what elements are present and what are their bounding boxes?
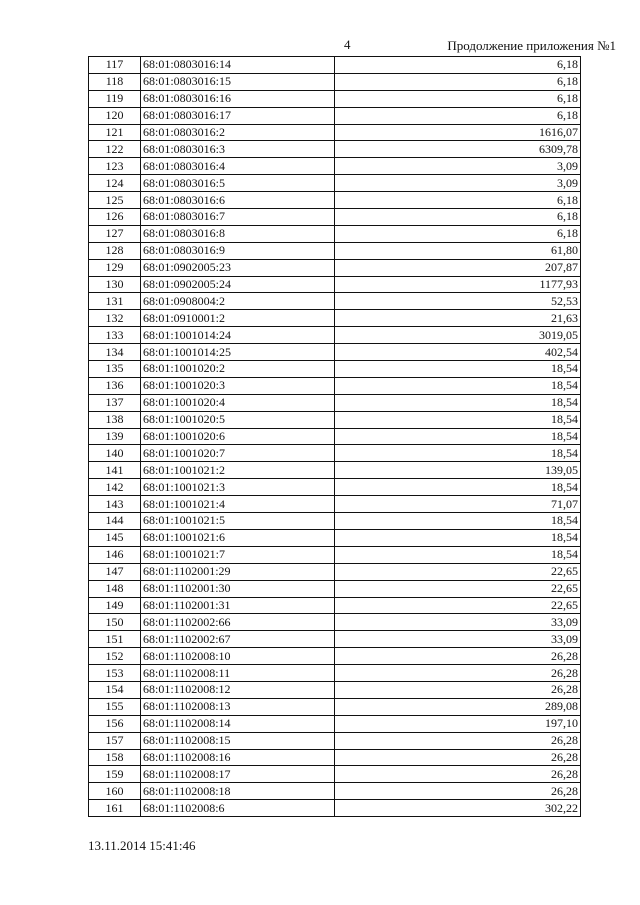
cadastral-number: 68:01:1102008:12 — [141, 681, 335, 698]
value-cell: 207,87 — [335, 259, 581, 276]
table-row — [89, 73, 581, 90]
row-number: 161 — [89, 800, 141, 817]
cadastral-number: 68:01:1001021:7 — [141, 546, 335, 563]
cadastral-number: 68:01:1001021:4 — [141, 496, 335, 513]
value-cell: 6309,78 — [335, 141, 581, 158]
cadastral-number: 68:01:1102008:18 — [141, 783, 335, 800]
row-number: 120 — [89, 107, 141, 124]
value-cell: 18,54 — [335, 361, 581, 378]
table-row — [89, 800, 581, 817]
row-number: 124 — [89, 175, 141, 192]
row-number: 139 — [89, 428, 141, 445]
table-row — [89, 749, 581, 766]
row-number: 140 — [89, 445, 141, 462]
cadastral-number: 68:01:1102008:15 — [141, 732, 335, 749]
value-cell: 26,28 — [335, 648, 581, 665]
table-row — [89, 310, 581, 327]
table-row — [89, 209, 581, 226]
table-row — [89, 327, 581, 344]
value-cell: 26,28 — [335, 732, 581, 749]
value-cell: 26,28 — [335, 681, 581, 698]
table-row — [89, 141, 581, 158]
table-row — [89, 665, 581, 682]
cadastral-number: 68:01:0803016:15 — [141, 73, 335, 90]
cadastral-number: 68:01:0902005:24 — [141, 276, 335, 293]
table-row — [89, 90, 581, 107]
row-number: 122 — [89, 141, 141, 158]
value-cell: 18,54 — [335, 428, 581, 445]
row-number: 133 — [89, 327, 141, 344]
row-number: 130 — [89, 276, 141, 293]
row-number: 149 — [89, 597, 141, 614]
row-number: 160 — [89, 783, 141, 800]
value-cell: 1616,07 — [335, 124, 581, 141]
table-row — [89, 107, 581, 124]
table-row — [89, 394, 581, 411]
table-row — [89, 361, 581, 378]
cadastral-number: 68:01:0803016:16 — [141, 90, 335, 107]
cadastral-number: 68:01:1102001:31 — [141, 597, 335, 614]
cadastral-number: 68:01:1102008:17 — [141, 766, 335, 783]
continuation-title: Продолжение приложения №1 — [447, 38, 616, 53]
cadastral-number: 68:01:0803016:9 — [141, 242, 335, 259]
table-row — [89, 192, 581, 209]
table-row — [89, 513, 581, 530]
row-number: 151 — [89, 631, 141, 648]
value-cell: 1177,93 — [335, 276, 581, 293]
cadastral-number: 68:01:1001021:5 — [141, 513, 335, 530]
cadastral-number: 68:01:1102001:30 — [141, 580, 335, 597]
value-cell: 61,80 — [335, 242, 581, 259]
cadastral-number: 68:01:1001021:6 — [141, 529, 335, 546]
cadastral-number: 68:01:1001020:6 — [141, 428, 335, 445]
row-number: 147 — [89, 563, 141, 580]
row-number: 135 — [89, 361, 141, 378]
value-cell: 22,65 — [335, 580, 581, 597]
value-cell: 6,18 — [335, 192, 581, 209]
value-cell: 71,07 — [335, 496, 581, 513]
row-number: 150 — [89, 614, 141, 631]
table-row — [89, 57, 581, 74]
table-row — [89, 276, 581, 293]
cadastral-number: 68:01:1001020:3 — [141, 377, 335, 394]
value-cell: 197,10 — [335, 715, 581, 732]
cadastral-number: 68:01:1001014:25 — [141, 344, 335, 361]
row-number: 134 — [89, 344, 141, 361]
cadastral-number: 68:01:0902005:23 — [141, 259, 335, 276]
cadastral-number: 68:01:0803016:5 — [141, 175, 335, 192]
table-row — [89, 546, 581, 563]
row-number: 156 — [89, 715, 141, 732]
value-cell: 18,54 — [335, 513, 581, 530]
cadastral-number: 68:01:1102008:10 — [141, 648, 335, 665]
table-row — [89, 648, 581, 665]
table-row — [89, 732, 581, 749]
row-number: 121 — [89, 124, 141, 141]
cadastral-number: 68:01:1102008:13 — [141, 698, 335, 715]
table-row — [89, 158, 581, 175]
cadastral-number: 68:01:1102002:67 — [141, 631, 335, 648]
row-number: 118 — [89, 73, 141, 90]
cadastral-number: 68:01:1102008:11 — [141, 665, 335, 682]
value-cell: 6,18 — [335, 225, 581, 242]
value-cell: 402,54 — [335, 344, 581, 361]
table-row — [89, 715, 581, 732]
row-number: 137 — [89, 394, 141, 411]
cadastral-number: 68:01:0803016:2 — [141, 124, 335, 141]
cadastral-number: 68:01:0908004:2 — [141, 293, 335, 310]
row-number: 146 — [89, 546, 141, 563]
value-cell: 18,54 — [335, 394, 581, 411]
row-number: 155 — [89, 698, 141, 715]
value-cell: 6,18 — [335, 90, 581, 107]
table-row — [89, 428, 581, 445]
table-row — [89, 293, 581, 310]
cadastral-number: 68:01:1102008:14 — [141, 715, 335, 732]
cadastral-number: 68:01:1001021:3 — [141, 479, 335, 496]
table-row — [89, 344, 581, 361]
row-number: 154 — [89, 681, 141, 698]
table-row — [89, 681, 581, 698]
value-cell: 26,28 — [335, 783, 581, 800]
cadastral-number: 68:01:1001021:2 — [141, 462, 335, 479]
table-row — [89, 563, 581, 580]
row-number: 129 — [89, 259, 141, 276]
value-cell: 289,08 — [335, 698, 581, 715]
parcel-table — [88, 56, 581, 817]
row-number: 117 — [89, 57, 141, 74]
value-cell: 18,54 — [335, 445, 581, 462]
cadastral-number: 68:01:1001020:5 — [141, 411, 335, 428]
value-cell: 6,18 — [335, 209, 581, 226]
cadastral-number: 68:01:1102001:29 — [141, 563, 335, 580]
table-row — [89, 259, 581, 276]
value-cell: 18,54 — [335, 546, 581, 563]
value-cell: 139,05 — [335, 462, 581, 479]
row-number: 125 — [89, 192, 141, 209]
cadastral-number: 68:01:0803016:7 — [141, 209, 335, 226]
row-number: 126 — [89, 209, 141, 226]
table-row — [89, 175, 581, 192]
row-number: 157 — [89, 732, 141, 749]
table-row — [89, 225, 581, 242]
table-row — [89, 124, 581, 141]
table-row — [89, 783, 581, 800]
table-row — [89, 766, 581, 783]
table-row — [89, 614, 581, 631]
row-number: 123 — [89, 158, 141, 175]
row-number: 142 — [89, 479, 141, 496]
row-number: 141 — [89, 462, 141, 479]
value-cell: 22,65 — [335, 563, 581, 580]
cadastral-number: 68:01:0803016:6 — [141, 192, 335, 209]
value-cell: 26,28 — [335, 749, 581, 766]
row-number: 128 — [89, 242, 141, 259]
cadastral-number: 68:01:1001020:7 — [141, 445, 335, 462]
value-cell: 26,28 — [335, 766, 581, 783]
value-cell: 18,54 — [335, 479, 581, 496]
cadastral-number: 68:01:1102008:16 — [141, 749, 335, 766]
row-number: 145 — [89, 529, 141, 546]
value-cell: 3,09 — [335, 175, 581, 192]
value-cell: 33,09 — [335, 631, 581, 648]
row-number: 127 — [89, 225, 141, 242]
row-number: 136 — [89, 377, 141, 394]
row-number: 131 — [89, 293, 141, 310]
table-row — [89, 242, 581, 259]
cadastral-number: 68:01:0803016:14 — [141, 57, 335, 74]
row-number: 159 — [89, 766, 141, 783]
row-number: 144 — [89, 513, 141, 530]
print-timestamp: 13.11.2014 15:41:46 — [88, 838, 196, 853]
value-cell: 21,63 — [335, 310, 581, 327]
cadastral-number: 68:01:1001014:24 — [141, 327, 335, 344]
value-cell: 26,28 — [335, 665, 581, 682]
cadastral-number: 68:01:1001020:4 — [141, 394, 335, 411]
value-cell: 6,18 — [335, 73, 581, 90]
table-body — [89, 57, 581, 817]
value-cell: 6,18 — [335, 57, 581, 74]
table-row — [89, 377, 581, 394]
value-cell: 18,54 — [335, 411, 581, 428]
table-row — [89, 496, 581, 513]
page-number: 4 — [344, 37, 351, 52]
value-cell: 3019,05 — [335, 327, 581, 344]
row-number: 119 — [89, 90, 141, 107]
value-cell: 3,09 — [335, 158, 581, 175]
row-number: 148 — [89, 580, 141, 597]
table-row — [89, 698, 581, 715]
cadastral-number: 68:01:0803016:8 — [141, 225, 335, 242]
value-cell: 22,65 — [335, 597, 581, 614]
value-cell: 6,18 — [335, 107, 581, 124]
row-number: 138 — [89, 411, 141, 428]
value-cell: 18,54 — [335, 377, 581, 394]
table-row — [89, 479, 581, 496]
row-number: 143 — [89, 496, 141, 513]
cadastral-number: 68:01:0803016:17 — [141, 107, 335, 124]
value-cell: 18,54 — [335, 529, 581, 546]
table-row — [89, 411, 581, 428]
cadastral-number: 68:01:1001020:2 — [141, 361, 335, 378]
cadastral-number: 68:01:1102008:6 — [141, 800, 335, 817]
row-number: 158 — [89, 749, 141, 766]
table-row — [89, 597, 581, 614]
table-row — [89, 462, 581, 479]
table-row — [89, 445, 581, 462]
cadastral-number: 68:01:0910001:2 — [141, 310, 335, 327]
row-number: 132 — [89, 310, 141, 327]
value-cell: 302,22 — [335, 800, 581, 817]
table-row — [89, 631, 581, 648]
value-cell: 52,53 — [335, 293, 581, 310]
table-row — [89, 529, 581, 546]
value-cell: 33,09 — [335, 614, 581, 631]
cadastral-number: 68:01:1102002:66 — [141, 614, 335, 631]
row-number: 153 — [89, 665, 141, 682]
cadastral-number: 68:01:0803016:4 — [141, 158, 335, 175]
row-number: 152 — [89, 648, 141, 665]
cadastral-number: 68:01:0803016:3 — [141, 141, 335, 158]
table-row — [89, 580, 581, 597]
